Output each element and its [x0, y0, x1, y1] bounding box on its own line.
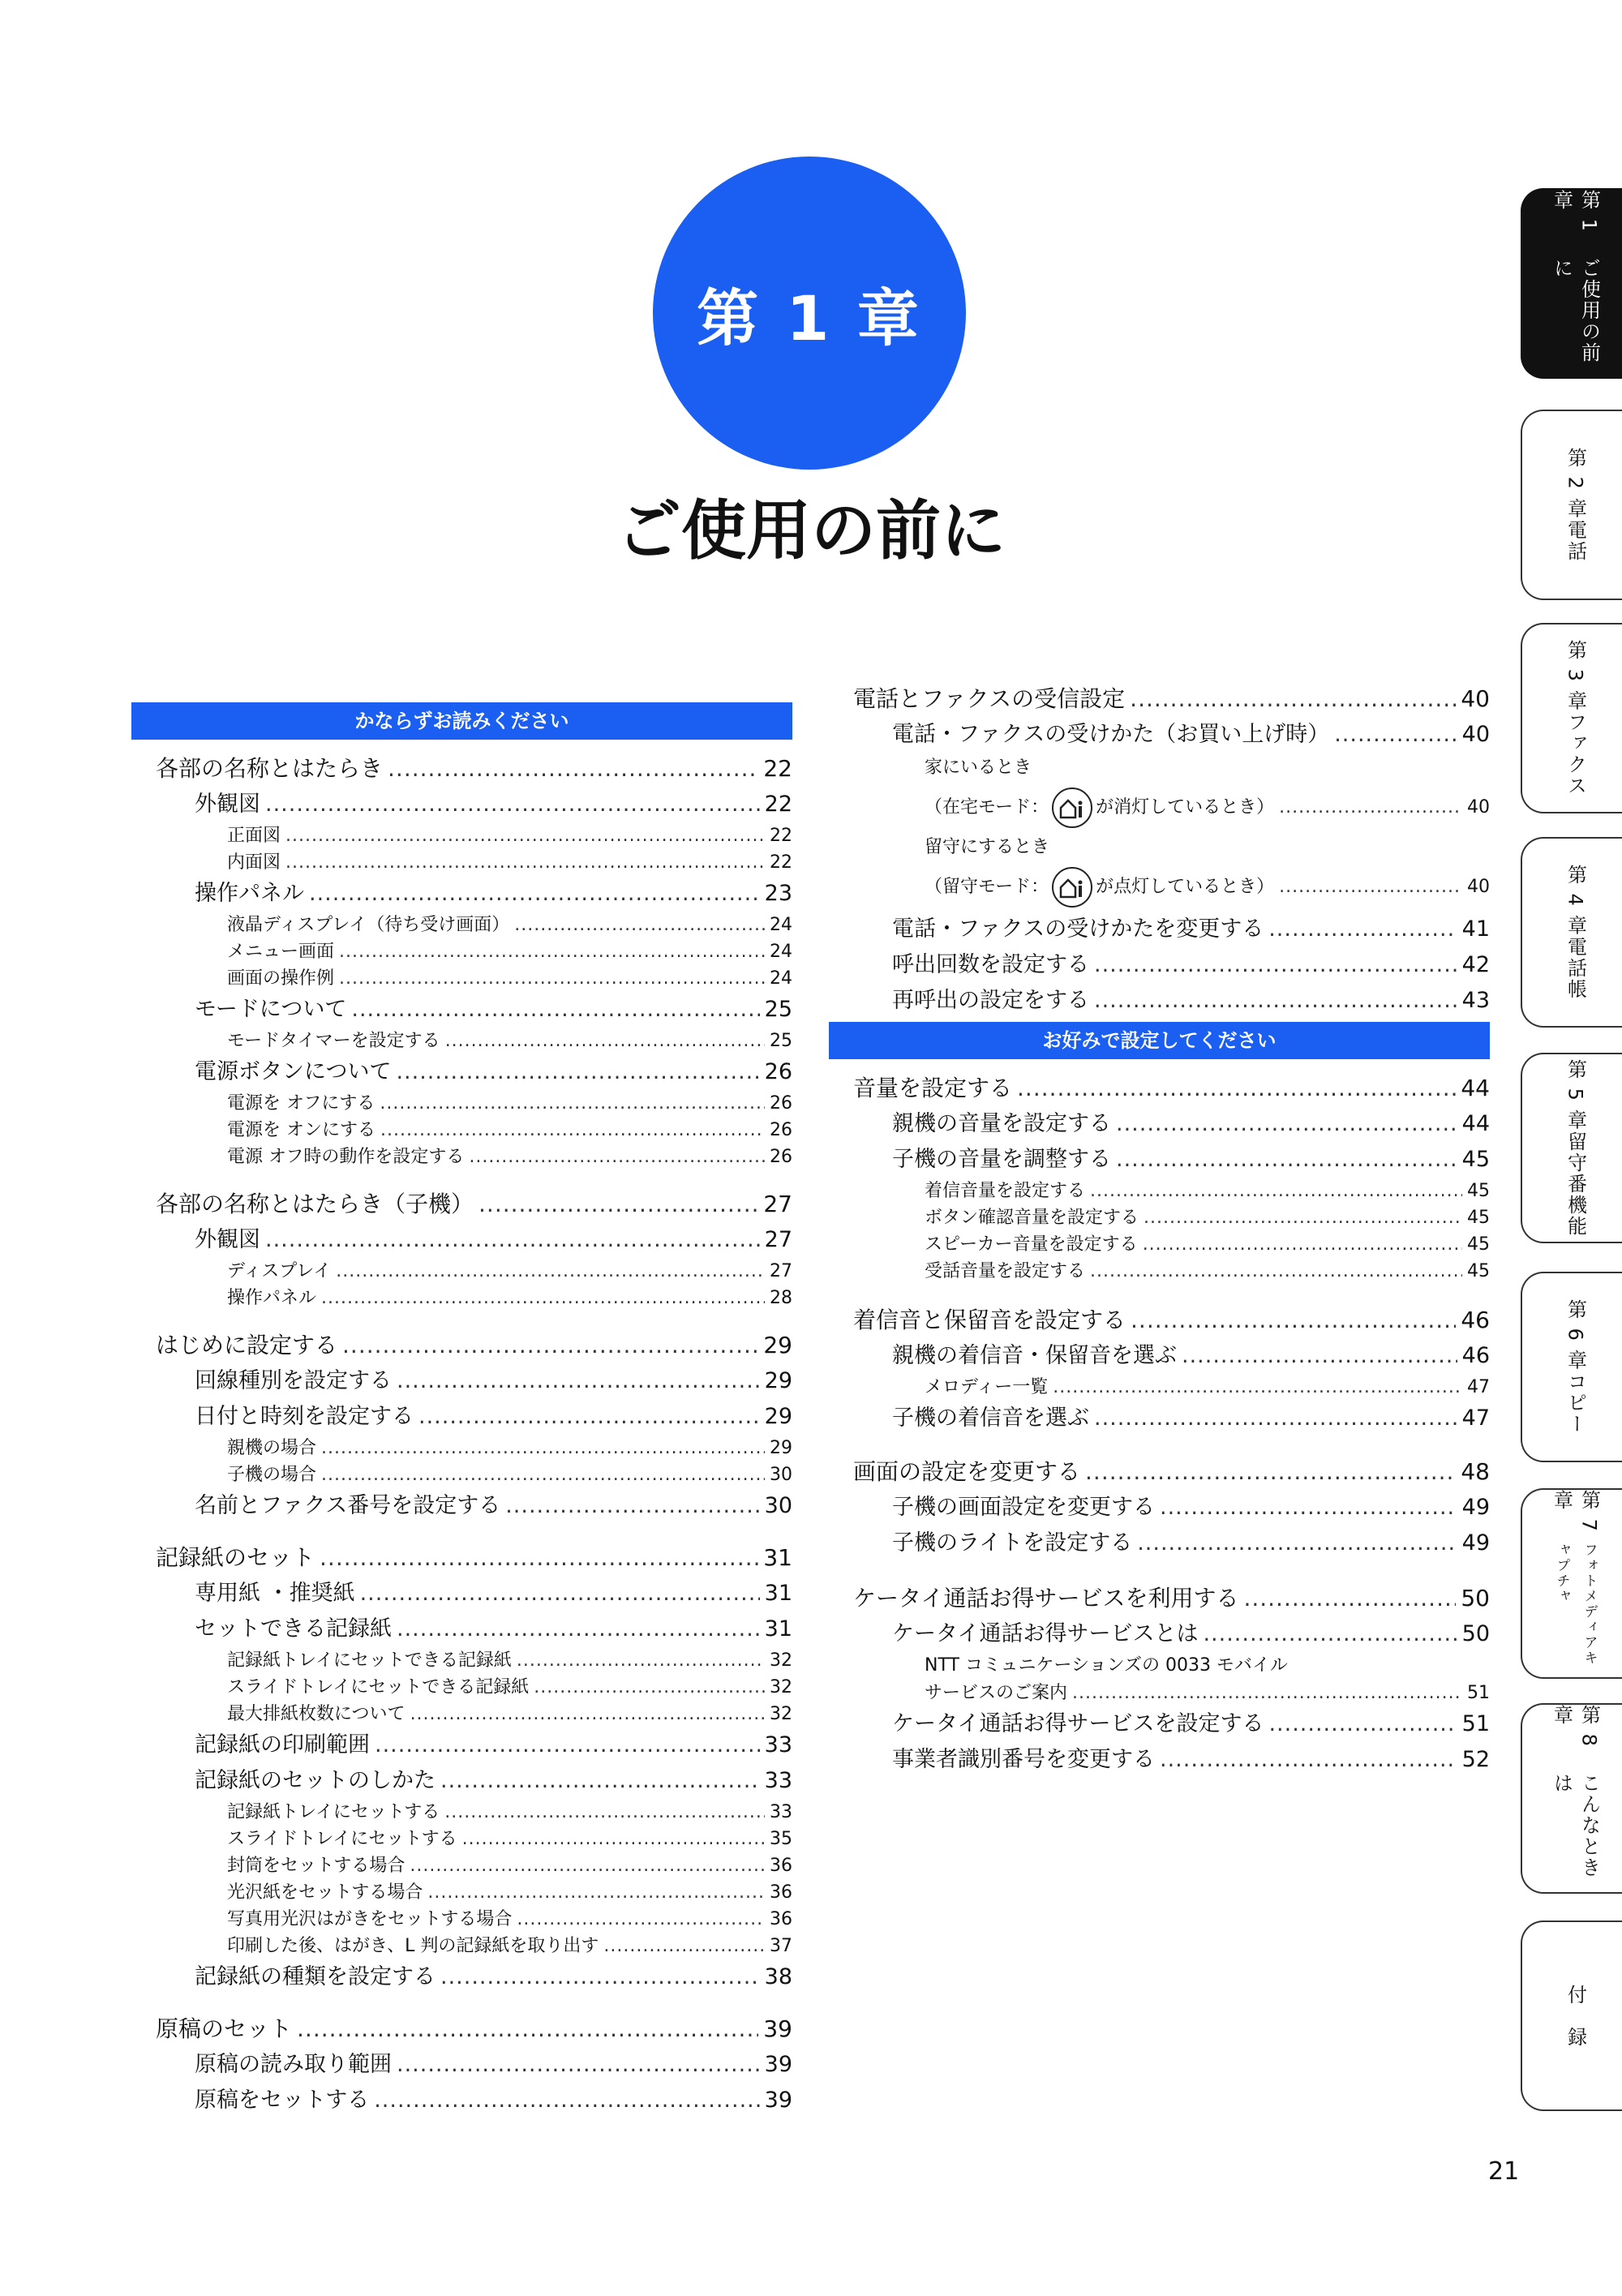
page-number: 21 [1488, 2157, 1520, 2186]
chapter-tab-title: 電話 [1564, 519, 1587, 562]
toc-entry[interactable]: 音量を設定する ..... 44 [829, 1071, 1490, 1106]
chapter-tab-5[interactable] [1521, 1053, 1622, 1243]
toc-entry[interactable]: 原稿をセットする ..... 39 [131, 2083, 792, 2118]
toc-entry[interactable]: 操作パネル ..... 28 [131, 1285, 792, 1311]
toc-mobile-section [829, 1581, 1490, 1778]
chapter-tab-3[interactable] [1521, 623, 1622, 813]
toc-entry[interactable]: ケータイ通話お得サービスを設定する ..... 51 [829, 1706, 1490, 1742]
toc-entry[interactable]: 電話・ファクスの受けかた（お買い上げ時） ..... 40 [829, 717, 1490, 753]
toc-entry[interactable]: 印刷した後、はがき、L 判の記録紙を取り出す ..... 37 [131, 1933, 792, 1959]
toc-entry[interactable]: 液晶ディスプレイ（待ち受け画面） ..... 24 [131, 912, 792, 938]
toc-entry[interactable]: 親機の着信音・保留音を選ぶ ..... 46 [829, 1338, 1490, 1374]
toc-entry[interactable]: ケータイ通話お得サービスを利用する ..... 50 [829, 1581, 1490, 1616]
toc-entry[interactable]: 再呼出の設定をする ..... 43 [829, 983, 1490, 1019]
section-banner-must-read: かならずお読みください [131, 702, 792, 740]
toc-entry[interactable]: スピーカー音量を設定する ..... 45 [829, 1231, 1490, 1258]
toc-entry[interactable]: 記録紙のセット ..... 31 [131, 1540, 792, 1576]
chapter-tab-8[interactable] [1521, 1703, 1622, 1894]
toc-entry-away-mode[interactable]: （留守モード： が点灯しているとき） ..... 40 [829, 863, 1490, 912]
toc-entry[interactable]: 封筒をセットする場合 ..... 36 [131, 1852, 792, 1879]
chapter-tab-title: ご使用の前に [1550, 257, 1601, 363]
toc-group [131, 1328, 792, 1524]
toc-entry[interactable]: 電話とファクスの受信設定 ..... 40 [829, 681, 1490, 717]
toc-entry[interactable]: スライドトレイにセットできる記録紙 ..... 32 [131, 1674, 792, 1701]
chapter-tab-number: 第 2 章 [1564, 448, 1587, 520]
toc-entry[interactable]: 呼出回数を設定する ..... 42 [829, 947, 1490, 983]
toc-entry[interactable]: 各部の名称とはたらき（子機） ..... 27 [131, 1187, 792, 1222]
chapter-tab-number: 第 3 章 [1564, 640, 1587, 712]
toc-entry[interactable]: 最大排紙枚数について ..... 32 [131, 1701, 792, 1727]
chapter-tab-number: 第 4 章 [1564, 865, 1587, 937]
toc-right-groups [829, 1071, 1490, 1561]
chapter-tab-title: 電話帳 [1564, 936, 1587, 1000]
toc-note-ntt: NTT コミュニケーションズの 0033 モバイル [925, 1655, 1288, 1676]
toc-entry[interactable]: 着信音と保留音を設定する ..... 46 [829, 1302, 1490, 1338]
toc-entry[interactable]: メロディー一覧 ..... 47 [829, 1374, 1490, 1401]
chapter-tab-title: コピー [1564, 1371, 1587, 1435]
section-banner-optional: お好みで設定してください [829, 1022, 1490, 1059]
toc-entry[interactable]: 回線種別を設定する ..... 29 [131, 1363, 792, 1399]
toc-entry[interactable]: 正面図 ..... 22 [131, 822, 792, 849]
toc-entry[interactable]: 記録紙の印刷範囲 ..... 33 [131, 1727, 792, 1763]
chapter-tab-number: 第 1 章 [1550, 190, 1601, 233]
toc-entry[interactable]: 電源を オフにする ..... 26 [131, 1090, 792, 1117]
toc-entry[interactable]: 電源ボタンについて ..... 26 [131, 1054, 792, 1090]
toc-entry[interactable]: 事業者識別番号を変更する ..... 52 [829, 1742, 1490, 1778]
away-mode-icon [1052, 867, 1092, 908]
toc-entry[interactable]: 光沢紙をセットする場合 ..... 36 [131, 1879, 792, 1906]
chapter-tab-4[interactable] [1521, 837, 1622, 1028]
toc-entry[interactable]: ケータイ通話お得サービスとは ..... 50 [829, 1616, 1490, 1652]
toc-entry[interactable]: 専用紙 ・推奨紙 ..... 31 [131, 1576, 792, 1611]
toc-entry[interactable]: 着信音量を設定する ..... 45 [829, 1178, 1490, 1204]
toc-group [829, 1454, 1490, 1561]
toc-entry[interactable]: 写真用光沢はがきをセットする場合 ..... 36 [131, 1906, 792, 1933]
chapter-tab-number: 第 5 章 [1564, 1059, 1587, 1131]
toc-group [829, 1302, 1490, 1436]
chapter-tab-number: 第 7 章 [1550, 1490, 1601, 1533]
toc-entry[interactable]: 親機の場合 ..... 29 [131, 1435, 792, 1461]
chapter-tab-7[interactable] [1521, 1488, 1622, 1679]
toc-entry[interactable]: 内面図 ..... 22 [131, 849, 792, 876]
toc-entry[interactable]: 原稿のセット ..... 39 [131, 2011, 792, 2047]
toc-group [131, 1187, 792, 1311]
toc-entry[interactable]: 子機の音量を調整する ..... 45 [829, 1142, 1490, 1178]
toc-entry[interactable]: 子機の場合 ..... 30 [131, 1461, 792, 1488]
toc-entry[interactable]: 記録紙の種類を設定する ..... 38 [131, 1959, 792, 1995]
chapter-tab-title: ファクス [1564, 711, 1587, 796]
toc-group [131, 2011, 792, 2118]
toc-entry[interactable]: 画面の操作例 ..... 24 [131, 965, 792, 992]
chapter-tab-6[interactable] [1521, 1272, 1622, 1462]
toc-reception-rest [829, 912, 1490, 1019]
chapter-tab-title: 留守番機能 [1564, 1131, 1587, 1237]
chapter-tab-number: 第 8 章 [1550, 1705, 1601, 1748]
toc-entry[interactable]: モードタイマーを設定する ..... 25 [131, 1028, 792, 1054]
toc-left-column [131, 702, 792, 2118]
home-mode-icon [1052, 788, 1092, 828]
toc-entry[interactable]: 原稿の読み取り範囲 ..... 39 [131, 2047, 792, 2083]
toc-entry[interactable]: メニュー画面 ..... 24 [131, 938, 792, 965]
toc-entry[interactable]: 外観図 ..... 27 [131, 1222, 792, 1258]
toc-reception-section [829, 681, 1490, 1019]
chapter-tab-2[interactable] [1521, 410, 1622, 600]
chapter-tab-title: フォトメディアキャプチャ [1553, 1542, 1598, 1666]
toc-entry[interactable]: 電源 オフ時の動作を設定する ..... 26 [131, 1144, 792, 1170]
toc-entry[interactable]: 操作パネル ..... 23 [131, 876, 792, 912]
chapter-badge-text: 第 1 章 [697, 281, 922, 354]
toc-entry[interactable]: スライドトレイにセットする ..... 35 [131, 1826, 792, 1852]
chapter-tab-1[interactable] [1521, 188, 1622, 379]
toc-note-away: 留守にするとき [925, 837, 1050, 857]
toc-entry[interactable]: サービスのご案内 ..... 51 [829, 1680, 1490, 1706]
toc-group [131, 1540, 792, 1995]
toc-entry-home-mode[interactable]: （在宅モード： が消灯しているとき） ..... 40 [829, 783, 1490, 832]
toc-group [131, 751, 792, 1170]
toc-entry[interactable]: ディスプレイ ..... 27 [131, 1258, 792, 1285]
toc-left-groups [131, 751, 792, 2118]
toc-entry[interactable]: ボタン確認音量を設定する ..... 45 [829, 1204, 1490, 1231]
toc-entry[interactable]: 記録紙のセットのしかた ..... 33 [131, 1763, 792, 1799]
toc-entry[interactable]: 子機の着信音を選ぶ ..... 47 [829, 1401, 1490, 1436]
toc-entry[interactable]: 記録紙トレイにセットできる記録紙 ..... 32 [131, 1647, 792, 1674]
toc-entry[interactable]: 記録紙トレイにセットする ..... 33 [131, 1799, 792, 1826]
toc-entry[interactable]: 電話・ファクスの受けかたを変更する ..... 41 [829, 912, 1490, 947]
toc-entry[interactable]: 各部の名称とはたらき ..... 22 [131, 751, 792, 787]
toc-entry[interactable]: セットできる記録紙 ..... 31 [131, 1611, 792, 1647]
chapter-tab-9[interactable] [1521, 1920, 1622, 2111]
toc-entry[interactable]: 親機の音量を設定する ..... 44 [829, 1106, 1490, 1142]
toc-right-column [829, 681, 1490, 1778]
toc-mobile-rest [829, 1706, 1490, 1778]
chapter-tab-number: 第 6 章 [1564, 1299, 1587, 1371]
toc-entry[interactable]: 受話音量を設定する ..... 45 [829, 1258, 1490, 1285]
chapter-tab-number: 付 録 [1564, 1984, 1587, 2048]
toc-entry[interactable]: 子機の画面設定を変更する ..... 49 [829, 1490, 1490, 1526]
chapter-title: ご使用の前に [616, 493, 1006, 569]
toc-entry[interactable]: はじめに設定する ..... 29 [131, 1328, 792, 1363]
toc-entry[interactable]: 画面の設定を変更する ..... 48 [829, 1454, 1490, 1490]
chapter-badge [653, 157, 966, 470]
toc-group [829, 1071, 1490, 1285]
toc-entry[interactable]: 日付と時刻を設定する ..... 29 [131, 1399, 792, 1435]
toc-entry[interactable]: 電源を オンにする ..... 26 [131, 1117, 792, 1144]
toc-note-home: 家にいるとき [925, 757, 1032, 778]
chapter-tab-title: こんなときは [1550, 1772, 1601, 1878]
toc-entry[interactable]: 外観図 ..... 22 [131, 787, 792, 822]
toc-entry[interactable]: 子機のライトを設定する ..... 49 [829, 1526, 1490, 1561]
toc-entry[interactable]: 名前とファクス番号を設定する ..... 30 [131, 1488, 792, 1524]
toc-entry[interactable]: モードについて ..... 25 [131, 992, 792, 1028]
